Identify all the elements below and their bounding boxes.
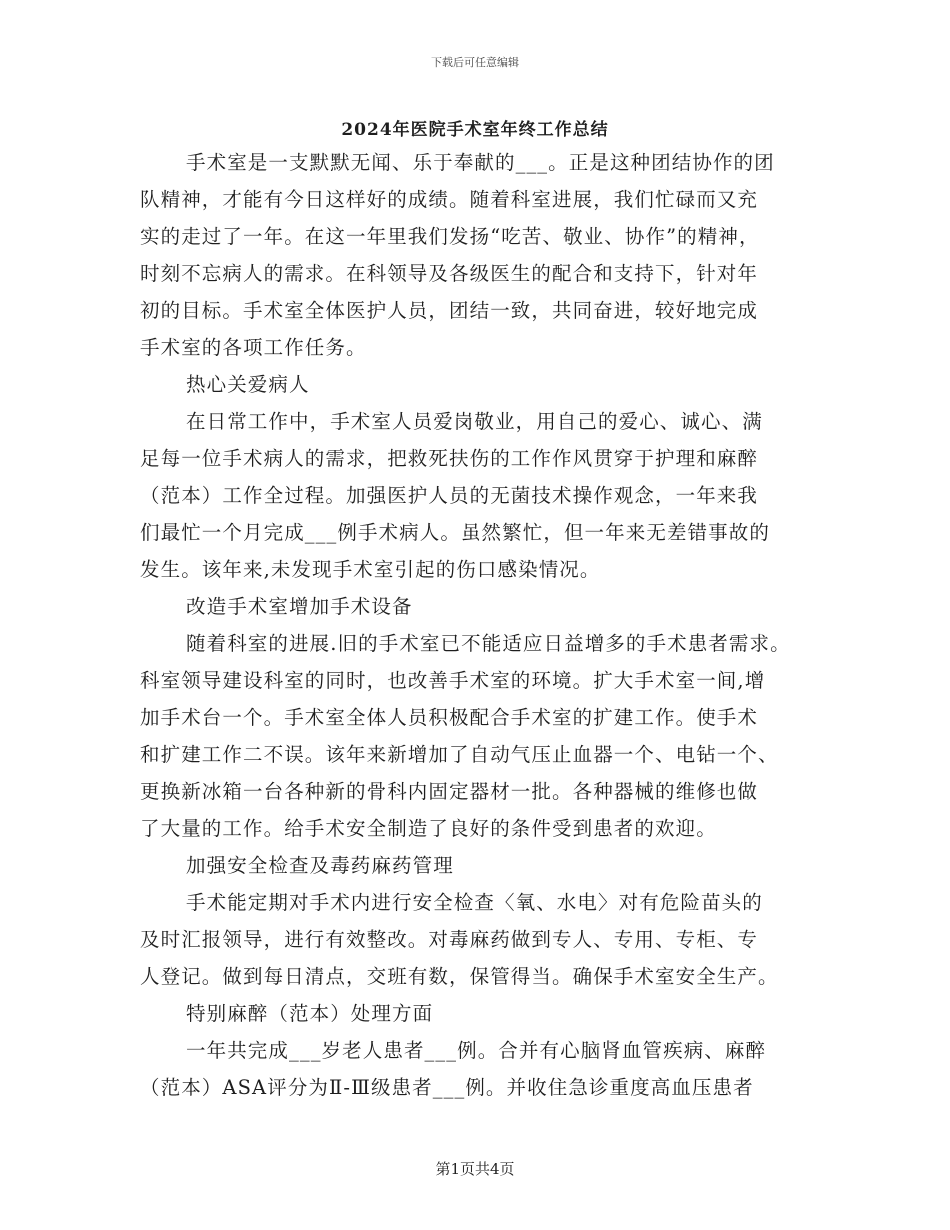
section-heading: 特别麻醉（范本）处理方面: [186, 1002, 434, 1025]
section-heading: 改造手术室增加手术设备: [186, 595, 413, 618]
paragraph-line: 手术室是一支默默无闻、乐于奉献的___。正是这种团结协作的团: [186, 151, 775, 174]
document-body: [140, 144, 812, 1106]
paragraph-line: 手术室的各项工作任务。: [140, 336, 367, 359]
paragraph-line: 足每一位手术病人的需求，把救死扶伤的工作作风贯穿于护理和麻醉: [140, 447, 759, 470]
page-footer: 第1页共4页: [435, 1160, 515, 1178]
paragraph-line: 队精神，才能有今日这样好的成绩。随着科室进展，我们忙碌而又充: [140, 188, 759, 211]
paragraph-line: 手术能定期对手术内进行安全检查〈氧、水电〉对有危险苗头的: [186, 891, 763, 914]
paragraph-line: 发生。该年来,未发现手术室引起的伤口感染情况。: [140, 558, 601, 581]
section-heading: 热心关爱病人: [186, 373, 310, 396]
paragraph-line: （范本）工作全过程。加强医护人员的无菌技术操作观念，一年来我: [140, 484, 759, 507]
paragraph-line: 随着科室的进展.旧的手术室已不能适应日益增多的手术患者需求。: [186, 632, 791, 655]
paragraph-line: 初的目标。手术室全体医护人员，团结一致，共同奋进，较好地完成: [140, 299, 759, 322]
paragraph-line: 加手术台一个。手术室全体人员积极配合手术室的扩建工作。使手术: [140, 706, 759, 729]
paragraph-line: 实的走过了一年。在这一年里我们发扬“吃苦、敬业、协作”的精神，: [140, 225, 760, 248]
document-title: 2024年医院手术室年终工作总结: [341, 120, 609, 140]
paragraph-line: 人登记。做到每日清点，交班有数，保管得当。确保手术室安全生产。: [140, 965, 779, 988]
paragraph-line: 及时汇报领导，进行有效整改。对毒麻药做到专人、专用、专柜、专: [140, 928, 759, 951]
paragraph-line: 们最忙一个月完成___例手术病人。虽然繁忙，但一年来无差错事故的: [140, 521, 770, 544]
paragraph-line: 更换新冰箱一台各种新的骨科内固定器材一批。各种器械的维修也做: [140, 780, 759, 803]
paragraph-line: 一年共完成___岁老人患者___例。合并有心脑肾血管疾病、麻醉: [186, 1039, 767, 1062]
paragraph-line: 和扩建工作二不误。该年来新增加了自动气压止血器一个、电钻一个、: [140, 743, 779, 766]
paragraph-line: 科室领导建设科室的同时，也改善手术室的环境。扩大手术室一间,增: [140, 669, 766, 692]
paragraph-line: 时刻不忘病人的需求。在科领导及各级医生的配合和支持下，针对年: [140, 262, 759, 285]
paragraph-line: （范本）ASA评分为Ⅱ-Ⅲ级患者___例。并收住急诊重度高血压患者: [140, 1076, 754, 1099]
header-note: 下载后可任意编辑: [431, 56, 519, 69]
paragraph-line: 了大量的工作。给手术安全制造了良好的条件受到患者的欢迎。: [140, 817, 717, 840]
section-heading: 加强安全检查及毒药麻药管理: [186, 854, 454, 877]
paragraph-line: 在日常工作中，手术室人员爱岗敬业，用自己的爱心、诚心、满: [186, 410, 763, 433]
